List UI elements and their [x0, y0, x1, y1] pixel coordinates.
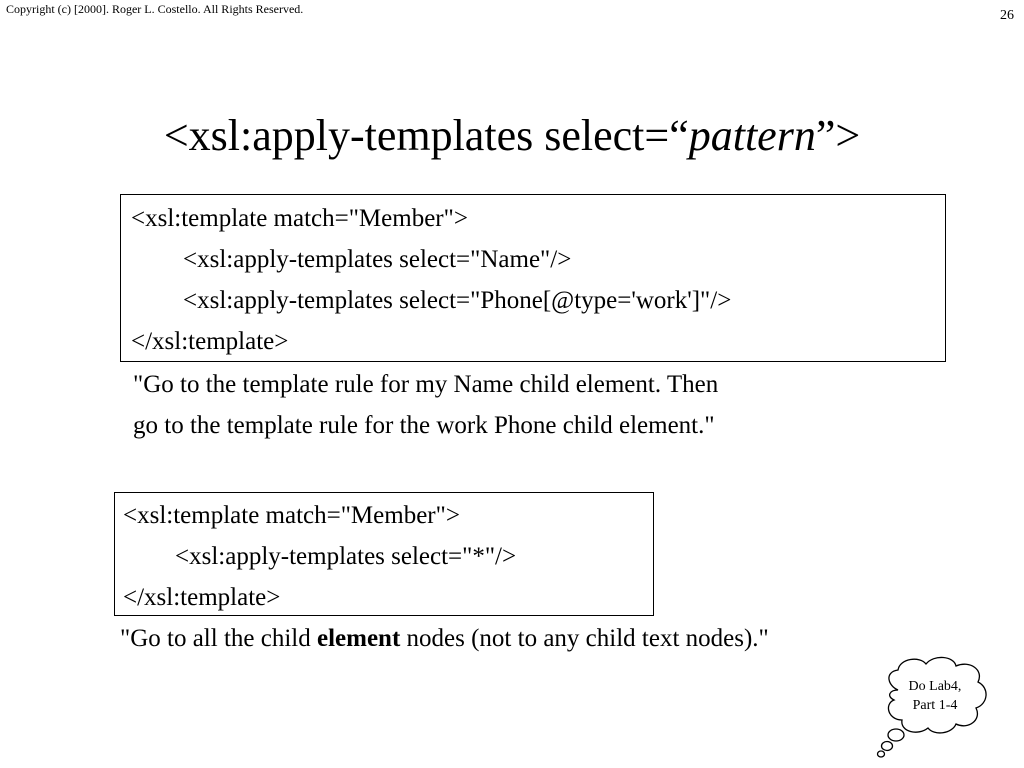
explanation-text: "Go to all the child [120, 625, 317, 652]
code-example-2 [114, 492, 654, 616]
callout-line: Part 1-4 [912, 698, 958, 713]
example-1-explanation [133, 364, 718, 446]
code-example-1 [120, 194, 946, 362]
lab-callout [886, 677, 984, 715]
explanation-line: go to the template rule for the work Phone child element." [133, 412, 715, 439]
code-line: </xsl:template> [123, 584, 281, 611]
page-number: 26 [1000, 8, 1014, 23]
code-line: <xsl:apply-templates select="Phone[@type='work']"/> [183, 287, 732, 314]
title-prefix: <xsl:apply-templates select=“ [163, 111, 689, 160]
explanation-line: "Go to the template rule for my Name child element. Then [133, 371, 719, 398]
code-line: <xsl:apply-templates select="Name"/> [183, 246, 572, 273]
code-line: <xsl:template match="Member"> [123, 502, 460, 529]
slide-title [0, 110, 1024, 162]
copyright-notice: Copyright (c) [2000]. Roger L. Costello. All Rights Reserved. [6, 2, 304, 16]
code-line: </xsl:template> [131, 328, 289, 355]
explanation-text: nodes (not to any child text nodes)." [400, 625, 769, 652]
explanation-emphasis: element [316, 625, 401, 652]
title-suffix: ”> [815, 111, 861, 160]
callout-line: Do Lab4, [908, 679, 962, 694]
code-line: <xsl:apply-templates select="*"/> [175, 543, 517, 570]
example-2-explanation [120, 618, 769, 659]
title-emphasis: pattern [688, 111, 816, 160]
code-line: <xsl:template match="Member"> [131, 205, 468, 232]
